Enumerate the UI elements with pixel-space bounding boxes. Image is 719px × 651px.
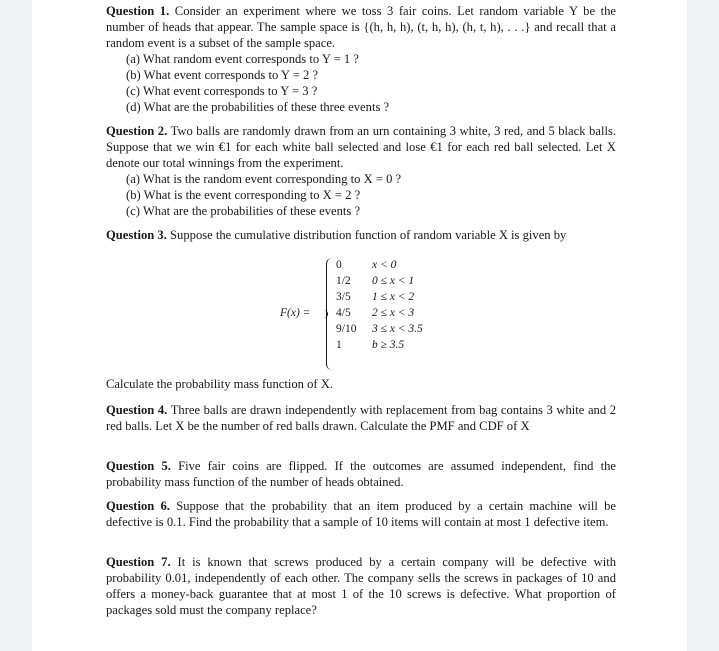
question-1: [106, 4, 616, 52]
cdf-cond-4: 3 ≤ x < 3.5: [372, 323, 423, 335]
question-6: [106, 499, 616, 531]
cdf-value-1: 1/2: [336, 275, 351, 287]
question-1-heading: Question 1.: [106, 4, 170, 18]
question-3-text: Suppose the cumulative distribution function of random variable X is given by: [170, 228, 567, 242]
question-3: [106, 228, 616, 244]
question-1-part-c: (c) What event corresponds to Y = 3 ?: [126, 84, 318, 98]
cdf-value-4: 9/10: [336, 323, 357, 335]
question-2-text: Two balls are randomly drawn from an urn containing 3 white, 3 red, and 5 black balls. Suppose that we win €1 for each white ball selected and lose €1 for each red ball selected. Let X denote our total winnings from the experiment.: [106, 124, 616, 170]
question-2-part-a: (a) What is the random event corresponding to X = 0 ?: [126, 172, 402, 186]
question-2-part-c: (c) What are the probabilities of these events ?: [126, 204, 361, 218]
cdf-brace: [326, 258, 335, 370]
question-6-text: Suppose that the probability that an item produced by a certain machine will be defective is 0.1. Find the probability that a sample of 10 items will contain at most 1 defective item.: [106, 499, 616, 529]
question-6-heading: Question 6.: [106, 499, 170, 513]
question-4: [106, 403, 616, 435]
question-2-part-b: (b) What is the event corresponding to X = 2 ?: [126, 188, 361, 202]
question-3-heading: Question 3.: [106, 228, 167, 242]
cdf-cond-0: x < 0: [372, 259, 397, 271]
question-5-text: Five fair coins are flipped. If the outcomes are assumed independent, find the probability mass function of the number of heads obtained.: [106, 459, 616, 489]
cdf-value-5: 1: [336, 339, 342, 351]
cdf-value-0: 0: [336, 259, 342, 271]
cdf-cond-5: b ≥ 3.5: [372, 339, 405, 351]
cdf-cond-1: 0 ≤ x < 1: [372, 275, 415, 287]
cdf-value-2: 3/5: [336, 291, 351, 303]
question-2: [106, 124, 616, 172]
question-7: [106, 555, 616, 619]
question-1-part-b: (b) What event corresponds to Y = 2 ?: [126, 68, 318, 82]
question-5: [106, 459, 616, 491]
question-7-text: It is known that screws produced by a certain company will be defective with probability 0.01, independently of each other. The company sells the screws in packages of 10 and offers a money-back guarantee that at most 1 of the 10 screws is defective. What proportion of packages sold must the company replace?: [106, 555, 616, 617]
question-1-text: Consider an experiment where we toss 3 fair coins. Let random variable Y be the number of heads that appear. The sample space is {(h, h, h), (t, h, h), (h, t, h), . . .} and recall that a random event is a subset of the sample space.: [106, 4, 616, 50]
cdf-cond-3: 2 ≤ x < 3: [372, 307, 415, 319]
document-page: [32, 0, 687, 651]
cdf-lhs: F(x) =: [280, 307, 311, 319]
question-3-followup: Calculate the probability mass function of X.: [106, 377, 333, 391]
question-7-heading: Question 7.: [106, 555, 171, 569]
question-4-heading: Question 4.: [106, 403, 168, 417]
question-1-part-d: (d) What are the probabilities of these three events ?: [126, 100, 390, 114]
question-2-heading: Question 2.: [106, 124, 168, 138]
question-4-text: Three balls are drawn independently with replacement from bag contains 3 white and 2 red balls. Let X be the number of red balls drawn. Calculate the PMF and CDF of X: [106, 403, 617, 433]
question-5-heading: Question 5.: [106, 459, 171, 473]
cdf-value-3: 4/5: [336, 307, 351, 319]
cdf-cond-2: 1 ≤ x < 2: [372, 291, 415, 303]
question-1-part-a: (a) What random event corresponds to Y = 1 ?: [126, 52, 359, 66]
